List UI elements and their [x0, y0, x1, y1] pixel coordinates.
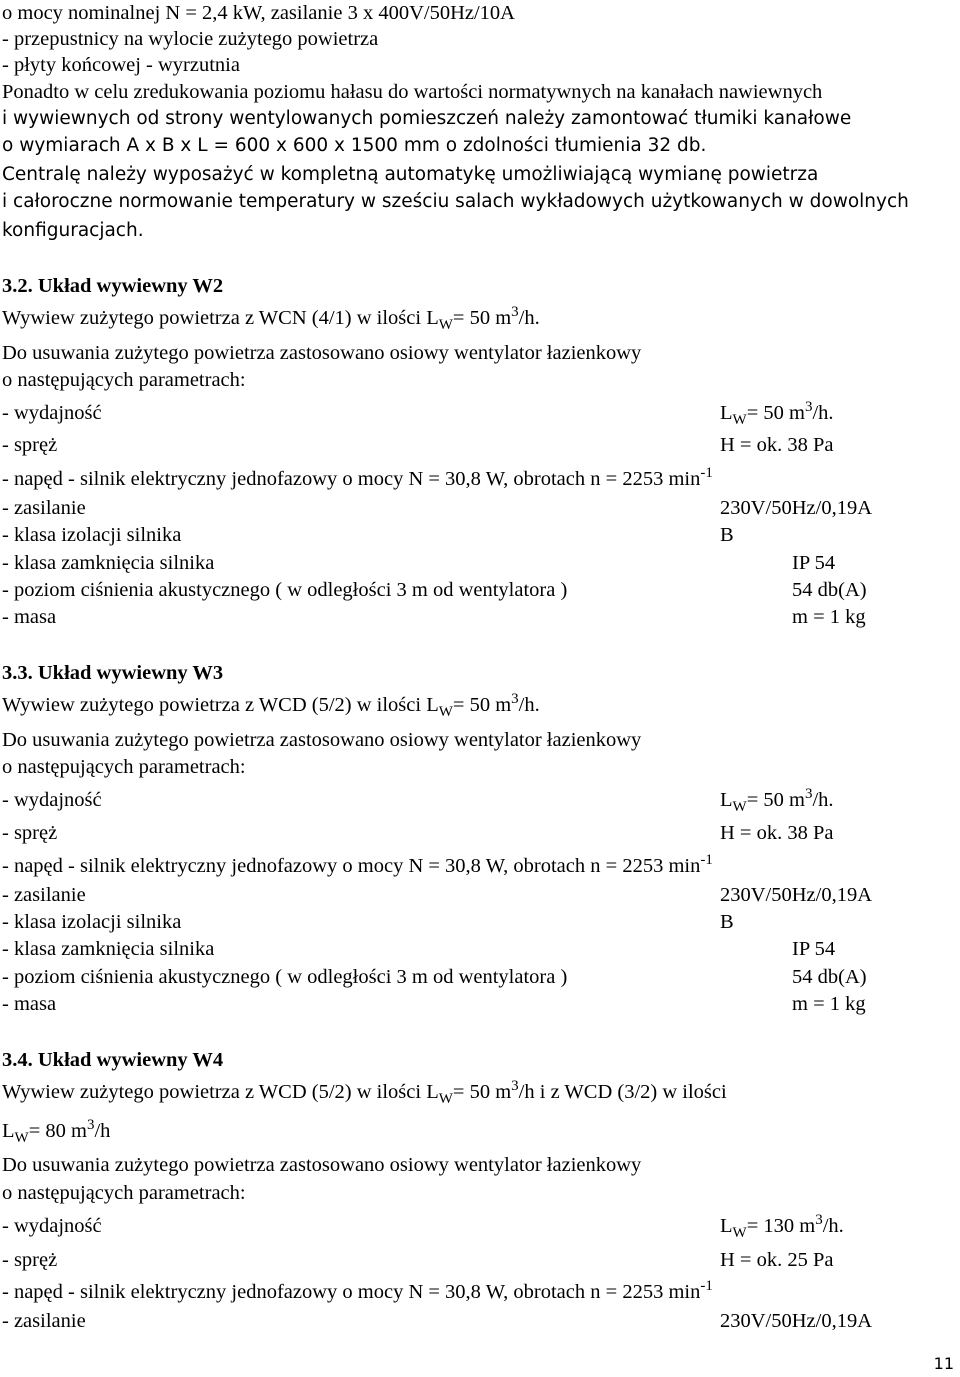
param-value: 54 db(A)	[792, 966, 867, 988]
param-label: - klasa izolacji silnika	[2, 524, 182, 546]
param-label: - wydajność	[2, 402, 102, 424]
param-label: - spręż	[2, 1249, 58, 1271]
param-label: - poziom ciśnienia akustycznego ( w odległości 3 m od wentylatora )	[2, 579, 568, 601]
text-line: - płyty końcowej - wyrzutnia	[2, 54, 240, 76]
param-value: $L_W= 130$ $m^3/h$.	[720, 1212, 844, 1241]
text-line: o następujących parametrach:	[2, 1182, 246, 1204]
page-number: 11	[933, 1354, 954, 1373]
section-heading-3-4: 3.4. Układ wywiewny W4	[2, 1049, 224, 1071]
param-value: H = ok. 25 Pa	[720, 1249, 834, 1271]
param-label: - napęd - silnik elektryczny jednofazowy o mocy N = 30,8 W, obrotach n = 2253 $\min^{-1}$	[2, 1278, 713, 1303]
param-label: - zasilanie	[2, 497, 86, 519]
text-line: konfiguracjach.	[2, 220, 144, 241]
param-label: - klasa zamknięcia silnika	[2, 938, 215, 960]
text-line: - przepustnicy na wylocie zużytego powietrza	[2, 28, 379, 50]
text-line: Centralę należy wyposażyć w kompletną automatykę umożliwiającą wymianę powietrza	[2, 164, 819, 185]
param-label: - klasa izolacji silnika	[2, 911, 182, 933]
flow-line: $L_W= 80$ $m^3/h$	[2, 1117, 111, 1146]
section-heading-3-2: 3.2. Układ wywiewny W2	[2, 275, 224, 297]
text-line: o następujących parametrach:	[2, 756, 246, 778]
param-label: - spręż	[2, 822, 58, 844]
param-value: $L_W= 50$ $m^3/h$.	[720, 399, 834, 428]
param-label: - klasa zamknięcia silnika	[2, 552, 215, 574]
param-label: - zasilanie	[2, 1310, 86, 1332]
text-line: i całoroczne normowanie temperatury w sześciu salach wykładowych użytkowanych w dowolnych	[2, 191, 909, 212]
text-line: o następujących parametrach:	[2, 369, 246, 391]
param-value: 230V/50Hz/0,19A	[720, 497, 873, 519]
param-value: B	[720, 911, 734, 933]
param-value: B	[720, 524, 734, 546]
param-label: - masa	[2, 606, 57, 628]
text-line: Do usuwania zużytego powietrza zastosowano osiowy wentylator łazienkowy	[2, 342, 642, 364]
text-line: Do usuwania zużytego powietrza zastosowano osiowy wentylator łazienkowy	[2, 729, 642, 751]
text-line: o wymiarach A x B x L = 600 x 600 x 1500 mm o zdolności tłumienia 32 db.	[2, 135, 707, 156]
flow-line: Wywiew zużytego powietrza z WCD (5/2) w ilości $L_W= 50$ $m^3/h$.	[2, 691, 540, 720]
text-line: Ponadto w celu zredukowania poziomu hałasu do wartości normatywnych na kanałach nawiewnych	[2, 81, 823, 103]
param-label: - poziom ciśnienia akustycznego ( w odległości 3 m od wentylatora )	[2, 966, 568, 988]
text-line: i wywiewnych od strony wentylowanych pomieszczeń należy zamontować tłumiki kanałowe	[2, 108, 852, 129]
param-label: - spręż	[2, 434, 58, 456]
flow-line: Wywiew zużytego powietrza z WCD (5/2) w ilości $L_W= 50$ $m^3/h$ i z WCD (3/2) w ilości	[2, 1078, 727, 1107]
param-value: H = ok. 38 Pa	[720, 434, 834, 456]
param-value: 54 db(A)	[792, 579, 867, 601]
param-value: m = 1 kg	[792, 993, 866, 1015]
param-value: H = ok. 38 Pa	[720, 822, 834, 844]
text-line: o mocy nominalnej N = 2,4 kW, zasilanie 3 x 400V/50Hz/10A	[2, 2, 515, 24]
param-label: - napęd - silnik elektryczny jednofazowy o mocy N = 30,8 W, obrotach n = 2253 $\min^{-1}$	[2, 465, 713, 490]
param-label: - napęd - silnik elektryczny jednofazowy o mocy N = 30,8 W, obrotach n = 2253 $\min^{-1}$	[2, 852, 713, 877]
param-value: $L_W= 50$ $m^3/h$.	[720, 786, 834, 815]
section-heading-3-3: 3.3. Układ wywiewny W3	[2, 662, 224, 684]
param-value: IP 54	[792, 552, 836, 574]
param-value: IP 54	[792, 938, 836, 960]
param-value: 230V/50Hz/0,19A	[720, 884, 873, 906]
param-value: 230V/50Hz/0,19A	[720, 1310, 873, 1332]
param-label: - wydajność	[2, 1215, 102, 1237]
param-label: - wydajność	[2, 789, 102, 811]
param-label: - masa	[2, 993, 57, 1015]
param-label: - zasilanie	[2, 884, 86, 906]
text-line: Do usuwania zużytego powietrza zastosowano osiowy wentylator łazienkowy	[2, 1154, 642, 1176]
param-value: m = 1 kg	[792, 606, 866, 628]
flow-line: Wywiew zużytego powietrza z WCN (4/1) w ilości $L_W= 50$ $m^3/h$.	[2, 304, 540, 333]
